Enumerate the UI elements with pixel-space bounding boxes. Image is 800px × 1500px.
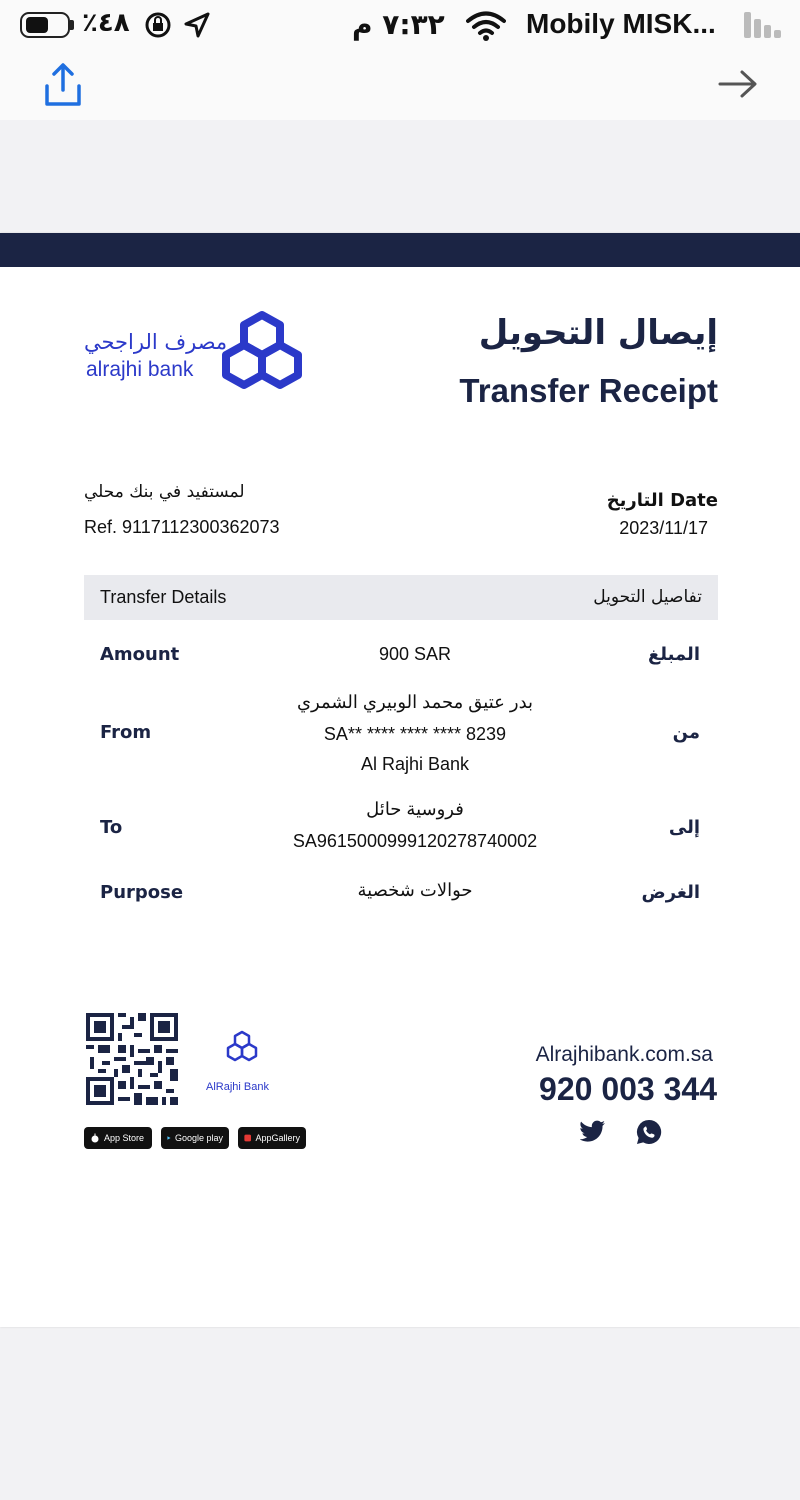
- date-value: 2023/11/17: [619, 518, 708, 538]
- bank-logo-text-ar: مصرف الراجحي: [84, 330, 228, 354]
- carrier-name: Mobily MISK...: [526, 8, 716, 39]
- transfer-details-header: [84, 575, 718, 620]
- bank-phone[interactable]: 920 003 344: [539, 1071, 717, 1107]
- app-name: AlRajhi Bank: [206, 1081, 269, 1093]
- app-store-label: App Store: [104, 1133, 145, 1143]
- wifi-icon: [466, 10, 506, 42]
- google-play-badge[interactable]: [161, 1127, 229, 1149]
- receipt-document: [0, 233, 800, 1327]
- apple-icon: [90, 1133, 100, 1143]
- to-label-ar: إلى: [668, 817, 700, 838]
- share-icon[interactable]: [42, 62, 84, 108]
- to-name: فروسية حائل: [366, 799, 464, 819]
- from-bank: Al Rajhi Bank: [360, 754, 470, 774]
- from-label-en: From: [100, 722, 152, 743]
- purpose-label-ar: الغرض: [641, 882, 700, 903]
- appgallery-label: AppGallery: [255, 1133, 300, 1143]
- beneficiary-type: لمستفيد في بنك محلي: [84, 482, 245, 502]
- appgallery-badge[interactable]: [238, 1127, 306, 1149]
- alrajhi-logo-icon: [218, 309, 306, 397]
- location-icon: [182, 10, 212, 40]
- battery-nub: [70, 20, 74, 30]
- details-header-ar: تفاصيل التحويل: [593, 587, 702, 607]
- arrow-right-icon[interactable]: [716, 67, 760, 101]
- reference-number: Ref. 9117112300362073: [84, 517, 280, 537]
- purpose-label-en: Purpose: [100, 882, 184, 903]
- google-play-label: Google play: [174, 1133, 223, 1143]
- bank-website[interactable]: Alrajhibank.com.sa: [535, 1043, 713, 1066]
- bank-logo-text-en: alrajhi bank: [86, 358, 194, 381]
- amount-label-en: Amount: [100, 644, 180, 665]
- to-iban: SA9615000999120278740002: [292, 831, 538, 851]
- rotation-lock-icon: [144, 10, 172, 40]
- app-store-badge[interactable]: [84, 1127, 152, 1149]
- clock: ٧:٣٢ م: [352, 8, 445, 41]
- signal-icon: [742, 10, 784, 40]
- battery-icon: [20, 12, 70, 38]
- details-header-en: Transfer Details: [100, 587, 227, 607]
- battery-percent: ٪٤٨: [82, 8, 130, 38]
- app-logo-icon: [212, 1028, 272, 1068]
- amount-value: 900 SAR: [378, 644, 452, 664]
- from-account: SA** **** **** **** 8239: [323, 724, 507, 744]
- to-label-en: To: [100, 817, 123, 838]
- purpose-value: حوالات شخصية: [357, 880, 473, 900]
- title-arabic: إيصال التحويل: [478, 313, 718, 353]
- qr-code[interactable]: [86, 1013, 178, 1105]
- status-bar: [0, 0, 800, 55]
- from-label-ar: من: [672, 722, 700, 743]
- amount-label-ar: المبلغ: [648, 644, 700, 665]
- date-label: التاريخ Date: [606, 490, 718, 511]
- title-english: Transfer Receipt: [459, 372, 718, 409]
- appgallery-icon: [244, 1133, 251, 1143]
- navigation-bar: [0, 55, 800, 120]
- whatsapp-icon[interactable]: [636, 1119, 662, 1145]
- twitter-icon[interactable]: [580, 1120, 606, 1144]
- from-name: بدر عتيق محمد الوبيري الشمري: [296, 692, 534, 712]
- receipt-header-band: [0, 233, 800, 267]
- google-play-icon: [167, 1133, 171, 1143]
